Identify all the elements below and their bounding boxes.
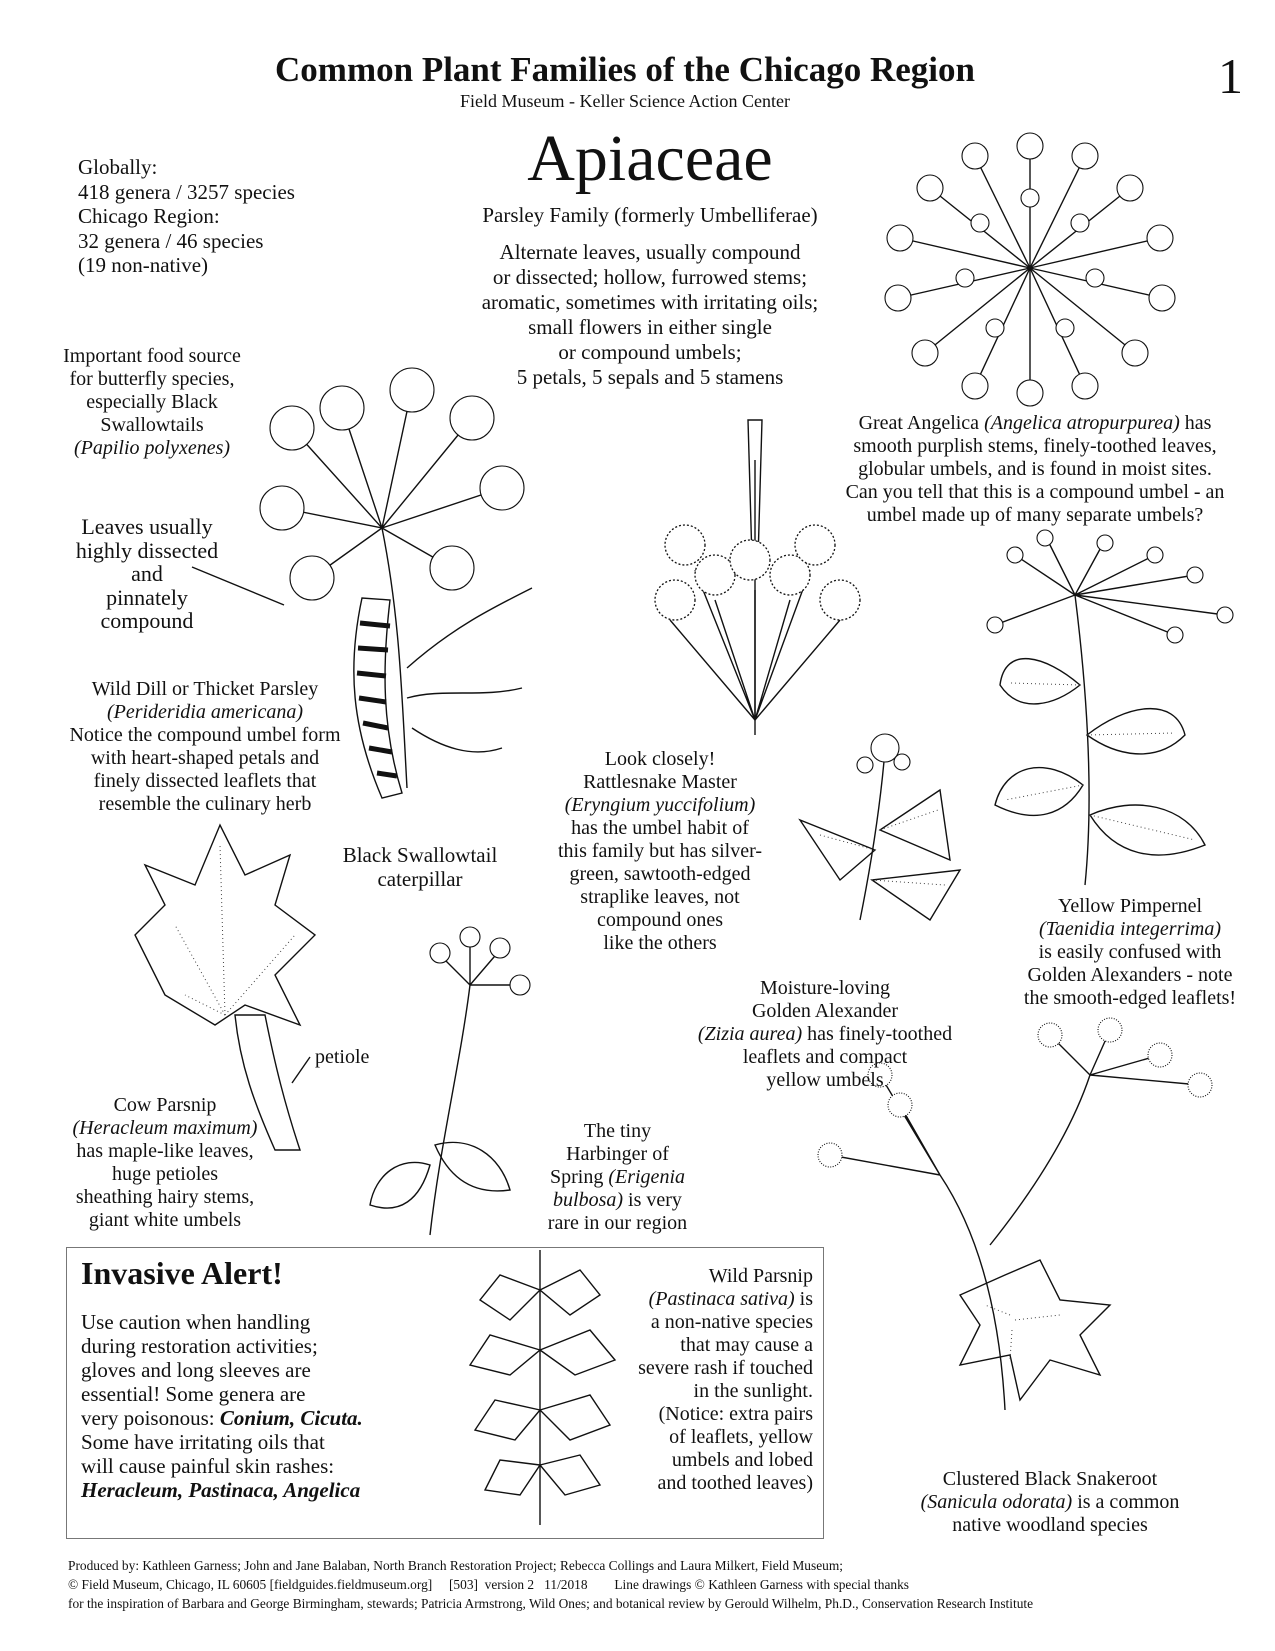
caption-wild-parsnip: Wild Parsnip (Pastinaca sativa) is a non-native species that may cause a severe rash if touched in the sunlight. (Notice: extra pairs of leaflets, yellow umbels and lobed and toothed leaves) xyxy=(638,1265,813,1494)
family-name: Apiaceae xyxy=(527,122,773,195)
invasive-alert-box xyxy=(66,1247,824,1539)
great-angelica-illustration xyxy=(880,128,1180,408)
footer-credits: Produced by: Kathleen Garness; John and Jane Balaban, North Branch Restoration Project; Rebecca Collings and Laura Milkert, Field Museum; © Field Museum, Chicago, IL 60605 [fieldguides.fieldmuseum.org] [503] version 2 11/2018 Line drawings © Kathleen Garness with special thanks for the inspiration of Barbara and George Birmingham, stewards; Patricia Armstrong, Wild Ones; and botanical review by Gerould Wilhelm, Ph.D., Conservation Research Institute xyxy=(68,1558,1034,1611)
caption-yellow-pimpernel: Yellow Pimpernel (Taenidia integerrima) is easily confused with Golden Alexanders - note the smooth-edged leaflets! xyxy=(1023,895,1237,1009)
page-number: 1 xyxy=(1218,48,1243,104)
caption-petiole: petiole xyxy=(315,1046,370,1068)
caption-great-angelica: Great Angelica (Angelica atropurpurea) has smooth purplish stems, finely-toothed leaves, globular umbels, and is found in moist sites. Can you tell that this is a compound umbel - an umbel made up of many separate umbels? xyxy=(845,412,1225,526)
invasive-alert-title: Invasive Alert! xyxy=(81,1255,283,1291)
golden-alexander-illustration xyxy=(780,730,1000,930)
caption-rattlesnake-master: Look closely! Rattlesnake Master (Eryngium yuccifolium) has the umbel habit of this family but has silver- green, sawtooth-edged straplike leaves, not compound ones like the others xyxy=(557,748,762,954)
caption-food-source: Important food source for butterfly species, especially Black Swallowtails (Papilio polyxenes) xyxy=(63,345,241,459)
caption-harbinger: The tiny Harbinger of Spring (Erigenia bulbosa) is very rare in our region xyxy=(547,1120,688,1234)
caption-golden-alexander: Moisture-loving Golden Alexander (Zizia aurea) has finely-toothed leaflets and compact yellow umbels xyxy=(697,977,953,1091)
yellow-pimpernel-illustration xyxy=(985,535,1245,895)
family-description: Alternate leaves, usually compound or dissected; hollow, furrowed stems; aromatic, sometimes with irritating oils; small flowers in either single or compound umbels; 5 petals, 5 sepals and 5 stamens xyxy=(481,240,819,389)
caption-leaves: Leaves usually highly dissected and pinnately compound xyxy=(75,514,219,633)
caption-snakeroot: Clustered Black Snakeroot (Sanicula odorata) is a common native woodland species xyxy=(920,1468,1180,1536)
caption-wild-dill: Wild Dill or Thicket Parsley (Perideridia americana) Notice the compound umbel form with heart-shaped petals and finely dissected leaflets that resemble the culinary herb xyxy=(69,678,341,815)
species-stats: Globally: 418 genera / 3257 species Chicago Region: 32 genera / 46 species (19 non-native) xyxy=(78,155,295,277)
caption-caterpillar: Black Swallowtail caterpillar xyxy=(342,843,498,891)
page-subtitle: Field Museum - Keller Science Action Center xyxy=(460,91,790,111)
page-title: Common Plant Families of the Chicago Region xyxy=(275,50,975,89)
petiole-pointer-line xyxy=(290,1055,315,1085)
caption-cow-parsnip: Cow Parsnip (Heracleum maximum) has maple-like leaves, huge petioles sheathing hairy stems, giant white umbels xyxy=(72,1094,258,1231)
family-common-name: Parsley Family (formerly Umbelliferae) xyxy=(482,203,818,227)
invasive-alert-text: Use caution when handling during restoration activities; gloves and long sleeves are essential! Some genera are very poisonous: Conium, Cicuta. Some have irritating oils that will cause painful skin rashes: Heracleum, Pastinaca, Angelica xyxy=(81,1310,363,1502)
harbinger-illustration xyxy=(360,915,540,1240)
